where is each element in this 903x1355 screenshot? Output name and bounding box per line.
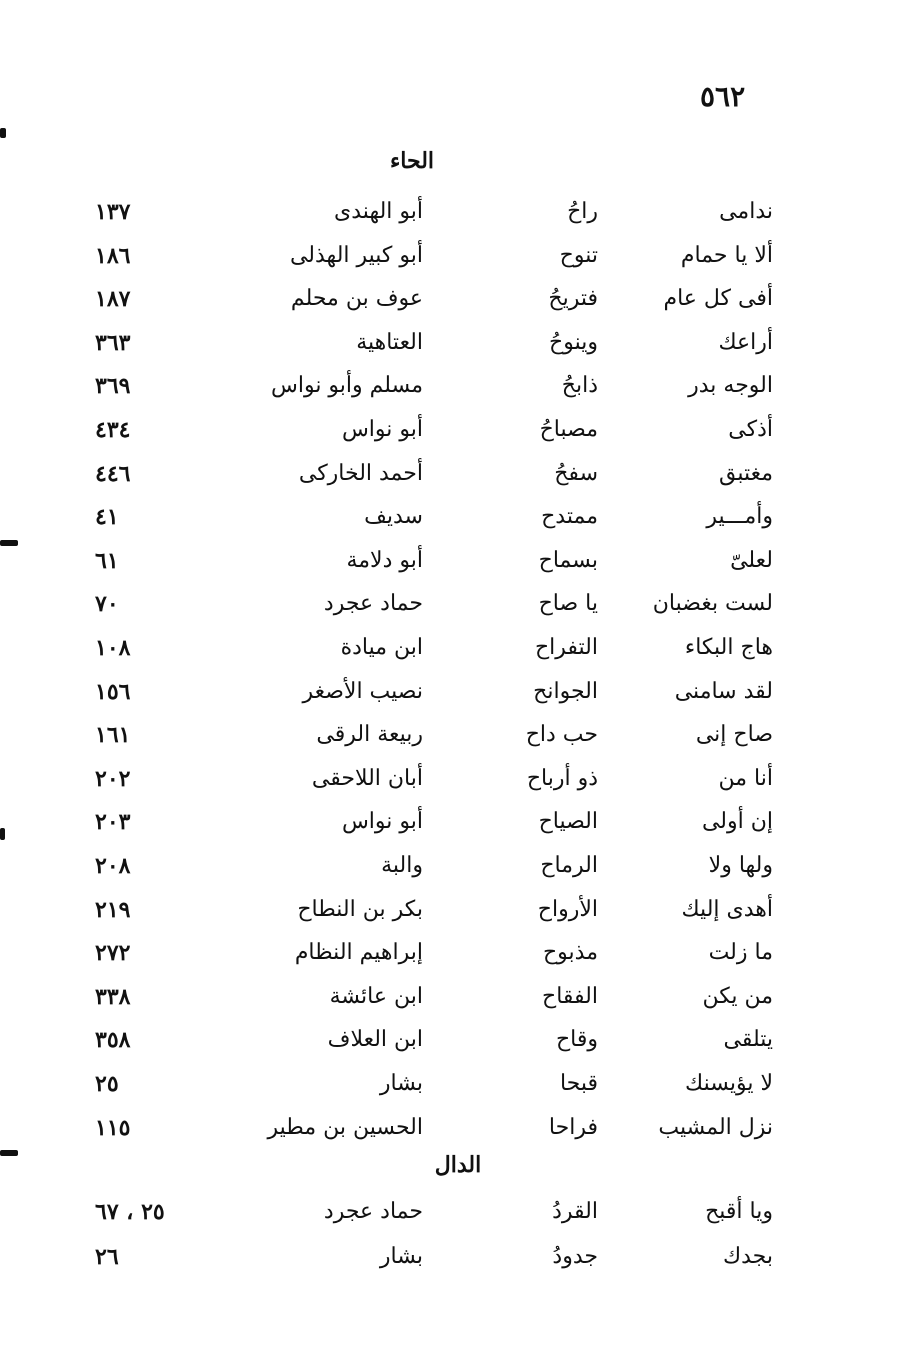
rhyme-word: الرماح	[540, 853, 598, 878]
page-ref: ٢٦	[95, 1244, 119, 1270]
rhyme-word: فراحا	[548, 1114, 598, 1140]
poet-name: سديف	[364, 504, 423, 530]
rhyme-word: حب داح	[525, 722, 598, 748]
section-heading-haa: الحاء	[389, 148, 435, 174]
poet-name: أحمد الخاركى	[298, 460, 423, 486]
poet-name: نصيب الأصغر	[302, 678, 423, 704]
poet-name: بشار	[379, 1071, 423, 1096]
page-ref: ٤١	[95, 504, 119, 531]
page-ref: ١٠٨	[95, 635, 131, 661]
page-ref: ٢١٩	[95, 896, 131, 923]
rhyme-word: سفحُ	[554, 460, 598, 486]
page-number: ٥٦٢	[700, 80, 746, 113]
index-row	[0, 1020, 903, 1060]
rhyme-word: القردُ	[552, 1199, 598, 1224]
index-row	[0, 236, 903, 276]
first-words: ما زلت	[708, 940, 773, 966]
index-row	[0, 192, 903, 232]
index-row	[0, 1064, 903, 1104]
index-row	[0, 584, 903, 624]
rhyme-word: ذو أرباح	[526, 765, 598, 791]
index-row	[0, 323, 903, 363]
first-words: من يكن	[702, 983, 773, 1009]
page-ref: ٢٥	[95, 1071, 119, 1097]
poet-name: أبو نواس	[341, 809, 423, 835]
first-words: أنا من	[718, 765, 773, 791]
index-row	[0, 890, 903, 930]
rhyme-word: الصياح	[538, 809, 598, 835]
page-ref: ١٦١	[95, 722, 131, 749]
margin-mark	[0, 128, 6, 138]
first-words: بجدك	[722, 1244, 773, 1269]
index-row	[0, 759, 903, 799]
index-row	[0, 977, 903, 1017]
first-words: ألا يا حمام	[680, 242, 773, 268]
poet-name: ابن ميادة	[340, 635, 423, 660]
poet-name: ابن العلاف	[327, 1027, 423, 1053]
rhyme-word: تنوح	[559, 242, 598, 268]
margin-mark	[0, 1150, 18, 1156]
first-words: أراعك	[718, 329, 773, 355]
index-row	[0, 628, 903, 668]
first-words: الوجه بدر	[688, 373, 773, 399]
index-row	[0, 1192, 903, 1232]
index-row	[0, 1108, 903, 1148]
index-row	[0, 454, 903, 494]
margin-mark	[0, 828, 5, 840]
first-words: أفى كل عام	[663, 286, 773, 312]
first-words: لا يؤيسنك	[685, 1071, 773, 1096]
index-row	[0, 933, 903, 973]
rhyme-word: مذبوح	[542, 940, 598, 966]
page-ref: ٦١	[95, 547, 119, 574]
first-words: لقد سامنى	[674, 678, 773, 704]
rhyme-word: جدودُ	[552, 1244, 598, 1269]
page-ref: ٧٠	[95, 591, 119, 618]
section-heading-dal: الدال	[434, 1152, 482, 1178]
first-words: أذكى	[728, 417, 773, 442]
page-ref: ٤٣٤	[95, 417, 131, 443]
first-words: إن أولى	[701, 809, 773, 835]
poet-name: حماد عجرد	[323, 1199, 423, 1224]
rhyme-word: يا صاح	[538, 591, 598, 617]
index-row	[0, 541, 903, 581]
rhyme-word: التفراح	[534, 635, 598, 660]
page-ref: ١٨٧	[95, 286, 131, 313]
index-row	[0, 672, 903, 712]
rhyme-word: وقاح	[555, 1027, 598, 1053]
poet-name: أبو الهندى	[334, 199, 423, 224]
rhyme-word: قبحا	[559, 1071, 598, 1096]
page-ref: ٢٥ ، ٦٧	[95, 1199, 165, 1225]
poet-name: بشار	[379, 1244, 423, 1269]
page-ref: ٣٦٣	[95, 329, 131, 356]
rhyme-word: بسماح	[538, 547, 598, 573]
poet-name: ابن عائشة	[329, 983, 423, 1009]
index-row	[0, 366, 903, 406]
page-ref: ٣٣٨	[95, 983, 131, 1010]
first-words: وأمـــير	[706, 504, 773, 530]
first-words: لست بغضبان	[652, 591, 773, 617]
poet-name: بكر بن النطاح	[297, 896, 423, 922]
margin-mark	[0, 540, 18, 546]
index-row	[0, 846, 903, 886]
page-ref: ٢٠٣	[95, 809, 131, 836]
rhyme-word: فتريحُ	[548, 286, 598, 312]
first-words: لعلىّ	[730, 547, 773, 573]
page-ref: ٢٠٢	[95, 765, 131, 792]
page-ref: ٣٥٨	[95, 1027, 131, 1054]
rhyme-word: ممتدح	[541, 504, 598, 530]
poet-name: والبة	[381, 853, 423, 878]
rhyme-word: الجوانح	[533, 678, 598, 704]
poet-name: أبو نواس	[341, 417, 423, 442]
first-words: صاح إنى	[695, 722, 773, 748]
first-words: هاج البكاء	[684, 635, 773, 660]
rhyme-word: مصباحُ	[539, 417, 598, 442]
poet-name: أبو كبير الهذلى	[289, 242, 423, 268]
index-row	[0, 1237, 903, 1277]
poet-name: ربيعة الرقى	[316, 722, 423, 748]
poet-name: عوف بن محلم	[290, 286, 423, 312]
index-row	[0, 410, 903, 450]
page-ref: ٤٤٦	[95, 460, 131, 487]
poet-name: أبان اللاحقى	[311, 765, 423, 791]
first-words: أهدى إليك	[681, 896, 773, 922]
poet-name: العتاهية	[356, 329, 423, 355]
first-words: نزل المشيب	[658, 1114, 773, 1140]
first-words: يتلقى	[723, 1027, 773, 1053]
poet-name: الحسين بن مطير	[267, 1114, 423, 1140]
page-ref: ١٨٦	[95, 242, 131, 269]
page-ref: ١٣٧	[95, 199, 131, 225]
rhyme-word: الأرواح	[537, 896, 598, 922]
first-words: ولها ولا	[708, 853, 773, 878]
first-words: ويا أقبح	[705, 1199, 773, 1224]
page-ref: ١٥٦	[95, 678, 131, 705]
first-words: ندامى	[719, 199, 773, 224]
page-ref: ١١٥	[95, 1114, 131, 1141]
poet-name: مسلم وأبو نواس	[270, 373, 423, 399]
rhyme-word: وينوحُ	[549, 329, 598, 355]
page-ref: ٣٦٩	[95, 373, 131, 400]
page-ref: ٢٧٢	[95, 940, 131, 967]
poet-name: حماد عجرد	[323, 591, 423, 617]
index-row	[0, 497, 903, 537]
rhyme-word: الفقاح	[542, 983, 598, 1009]
first-words: مغتبق	[718, 460, 773, 486]
rhyme-word: ذابحُ	[561, 373, 598, 399]
poet-name: إبراهيم النظام	[294, 940, 423, 966]
rhyme-word: راحُ	[567, 199, 598, 224]
index-row	[0, 802, 903, 842]
poet-name: أبو دلامة	[346, 547, 423, 573]
index-row	[0, 279, 903, 319]
page-ref: ٢٠٨	[95, 853, 131, 879]
index-row	[0, 715, 903, 755]
